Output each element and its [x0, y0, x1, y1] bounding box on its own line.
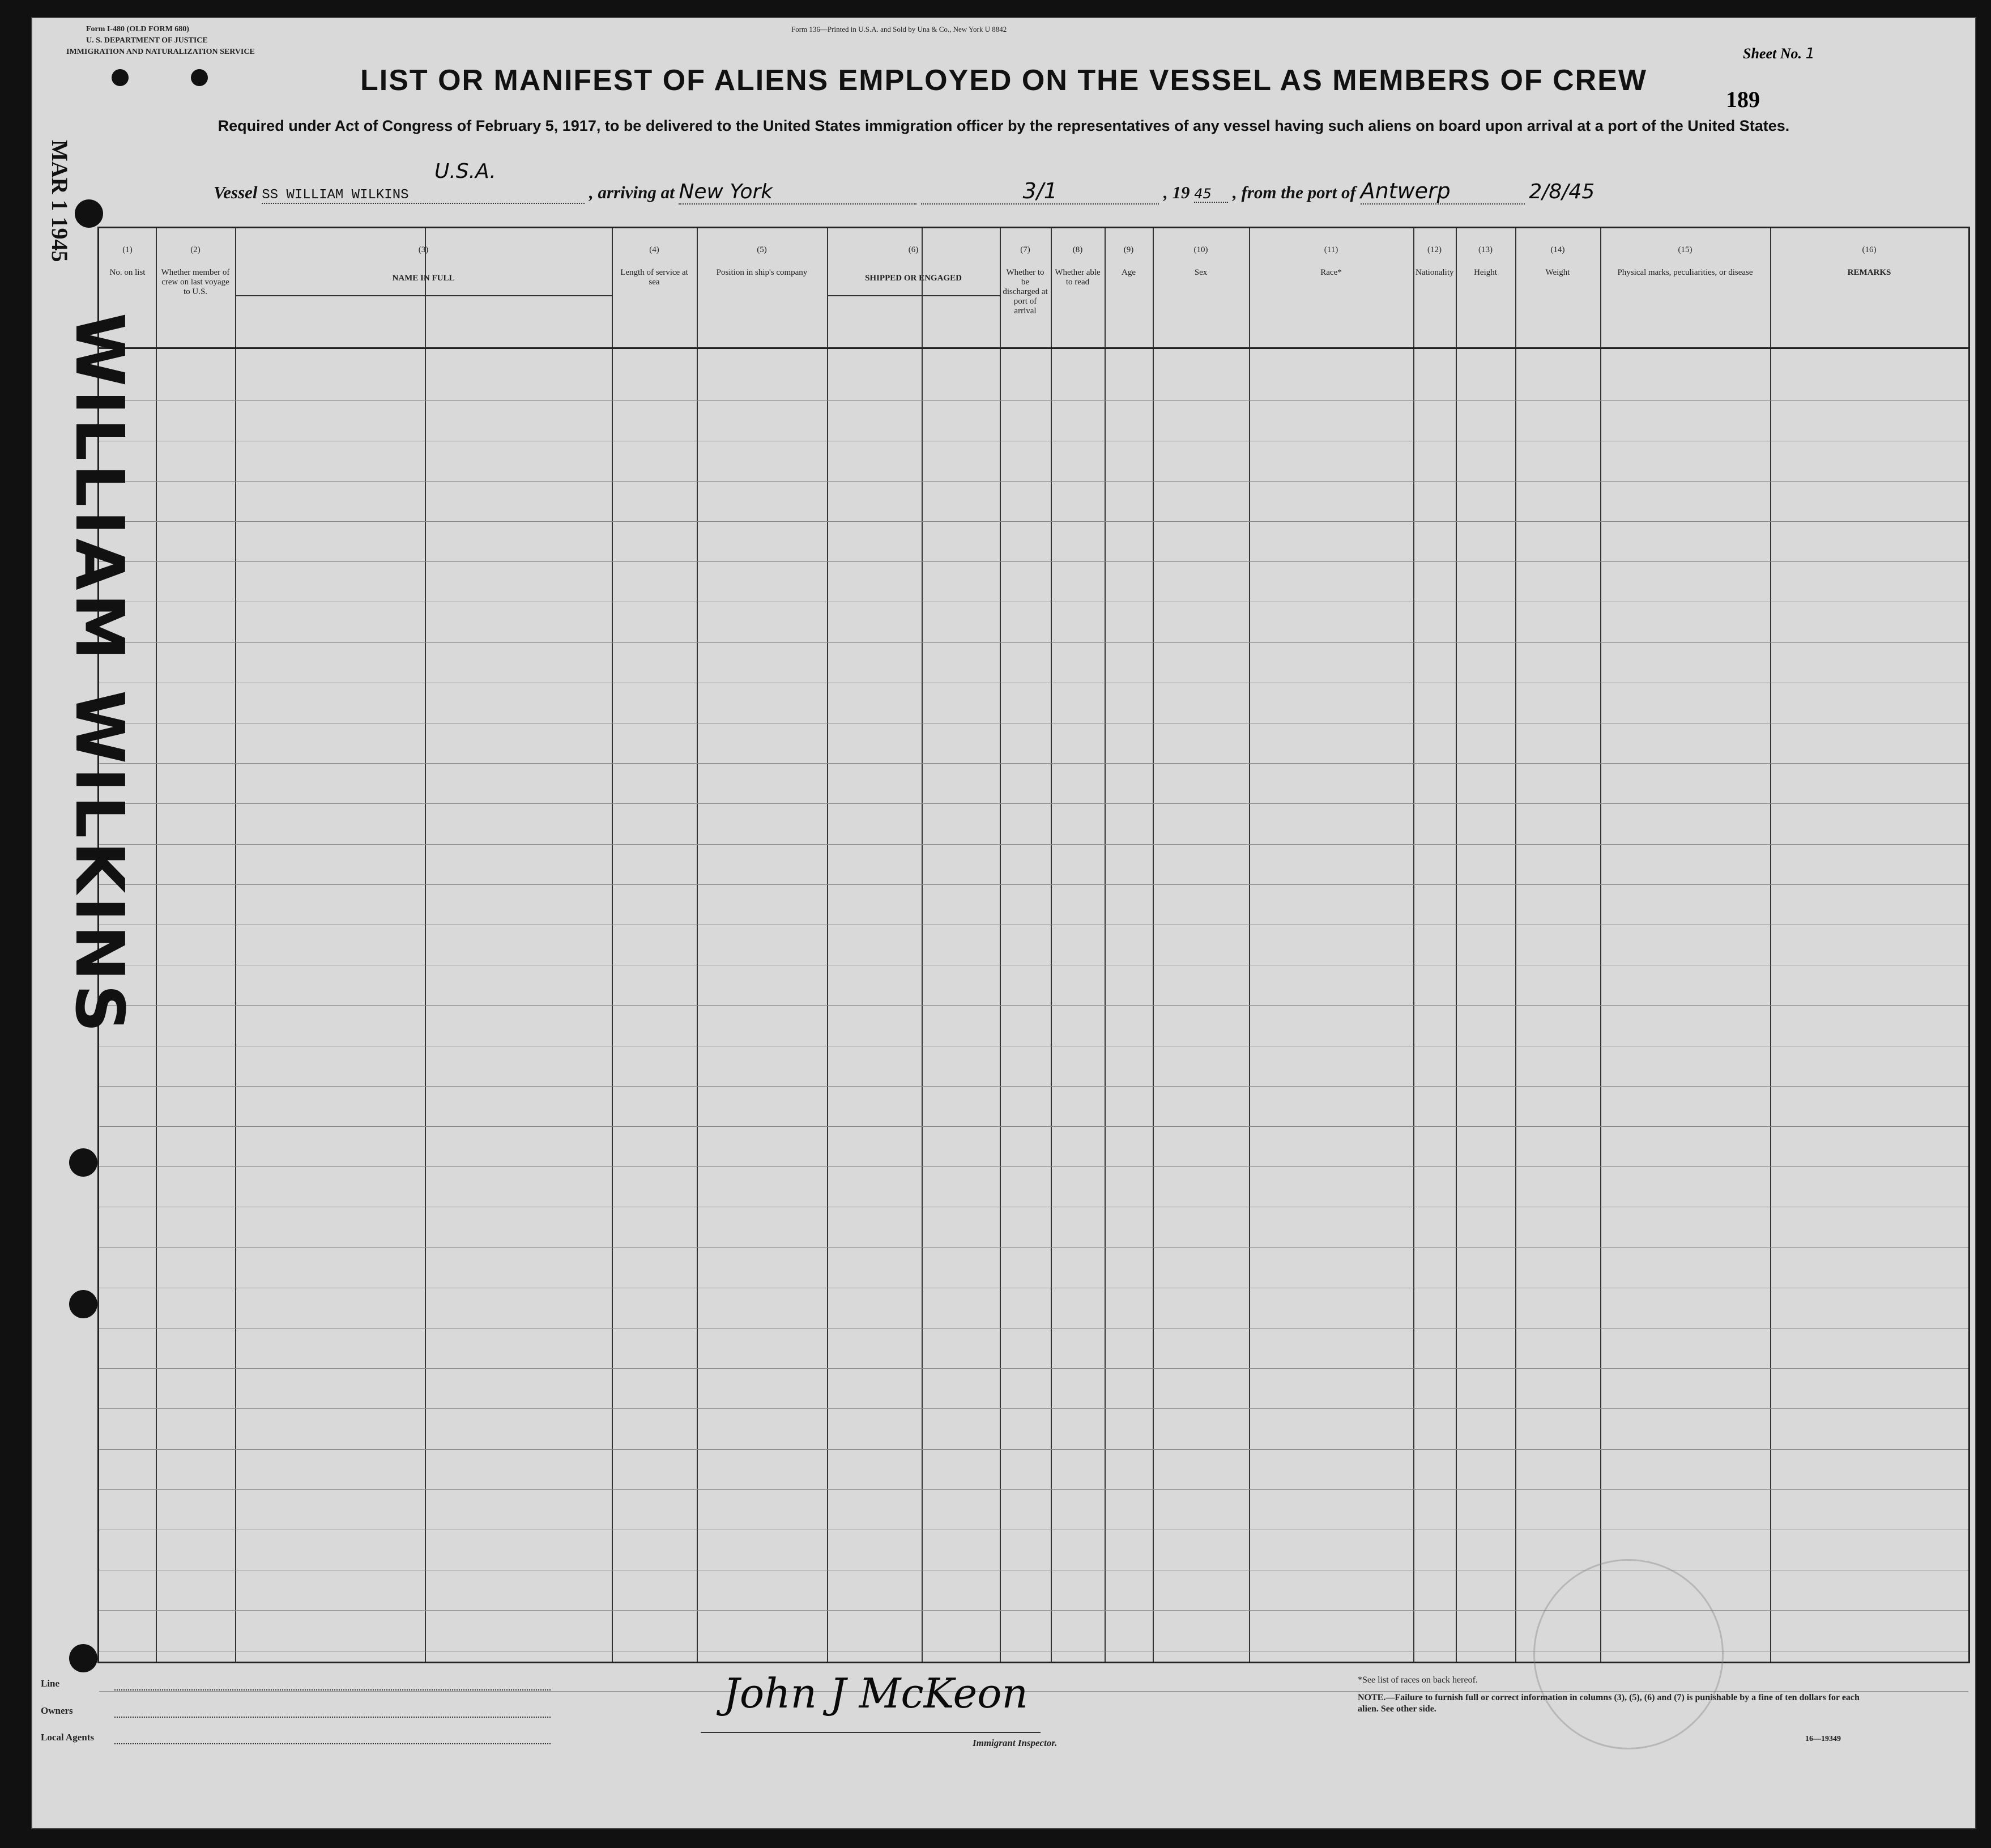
when-where-divider	[827, 295, 1000, 296]
line-underline	[114, 1689, 551, 1691]
row-rule	[99, 1247, 1968, 1248]
column-number: (9)	[1123, 245, 1134, 254]
column-divider	[1600, 228, 1601, 1662]
column-divider	[235, 228, 236, 1662]
ink-blot	[191, 69, 208, 86]
column-number: (15)	[1678, 245, 1692, 254]
row-rule	[99, 642, 1968, 643]
column-divider	[612, 228, 613, 1662]
column-number: (10)	[1193, 245, 1208, 254]
column-header: Whether member of crew on last voyage to U.S.	[161, 268, 230, 296]
official-seal	[1533, 1559, 1724, 1749]
column-number: (2)	[190, 245, 201, 254]
row-rule	[99, 1368, 1968, 1369]
column-header: NAME IN FULL	[392, 274, 455, 283]
column-divider	[1413, 228, 1414, 1662]
row-rule	[99, 1166, 1968, 1167]
column-divider	[1105, 228, 1106, 1662]
row-rule	[99, 1449, 1968, 1450]
department: U. S. DEPARTMENT OF JUSTICE	[86, 36, 208, 45]
column-header: SHIPPED OR ENGAGED	[865, 274, 962, 283]
column-number: (7)	[1020, 245, 1030, 254]
owners-underline	[114, 1717, 551, 1718]
column-header: Whether able to read	[1055, 268, 1101, 287]
row-rule	[99, 481, 1968, 482]
row-rule	[99, 521, 1968, 522]
column-divider	[1000, 228, 1001, 1662]
column-header: Age	[1122, 268, 1136, 277]
column-divider	[827, 228, 828, 1662]
sheet-label: Sheet No. 1	[1743, 45, 1815, 62]
column-header: Position in ship's company	[716, 268, 808, 277]
row-rule	[99, 844, 1968, 845]
inspector-signature: John J McKeon	[723, 1670, 1028, 1717]
departure-port: Antwerp	[1361, 178, 1525, 205]
column-number: (16)	[1862, 245, 1877, 254]
column-header: Whether to be discharged at port of arrival	[1003, 268, 1048, 316]
column-header: Nationality	[1416, 268, 1454, 277]
crew-table	[97, 227, 1970, 1663]
column-header: Length of service at sea	[620, 268, 688, 287]
agents-label: Local Agents	[41, 1732, 94, 1743]
row-rule	[99, 400, 1968, 401]
row-rule	[99, 1489, 1968, 1490]
punch-hole	[69, 1148, 97, 1177]
column-number: (12)	[1427, 245, 1442, 254]
vessel-line: Vessel SS WILLIAM WILKINS , arriving at New York 3/1 , 19 45 , from the port of Antwerp 2/8/45	[214, 178, 1595, 203]
departure-date: 2/8/45	[1529, 180, 1595, 203]
service-name: IMMIGRATION AND NATURALIZATION SERVICE	[66, 48, 255, 56]
arriving-port: New York	[679, 180, 916, 205]
column-divider	[1515, 228, 1516, 1662]
column-number: (4)	[649, 245, 659, 254]
column-number: (6)	[908, 245, 919, 254]
column-divider	[1770, 228, 1771, 1662]
page-title: LIST OR MANIFEST OF ALIENS EMPLOYED ON THE VESSEL AS MEMBERS OF CREW	[360, 64, 1647, 97]
family-given-divider	[235, 295, 612, 296]
column-header: Height	[1474, 268, 1497, 277]
column-number: (3)	[418, 245, 429, 254]
agents-underline	[114, 1743, 551, 1744]
column-number: (1)	[122, 245, 133, 254]
column-header: Race*	[1320, 268, 1342, 277]
row-rule	[99, 1086, 1968, 1087]
form-code: 16—19349	[1805, 1735, 1841, 1743]
column-divider	[922, 228, 923, 1662]
row-rule	[99, 561, 1968, 562]
page-number: 189	[1726, 87, 1760, 112]
column-header: Weight	[1545, 268, 1570, 277]
form-id: Form I-480 (OLD FORM 680)	[86, 25, 189, 33]
column-number: (13)	[1478, 245, 1493, 254]
column-number: (5)	[757, 245, 767, 254]
column-divider	[1153, 228, 1154, 1662]
column-header: No. on list	[109, 268, 146, 277]
arrival-date: 3/1	[921, 178, 1159, 205]
row-rule	[99, 884, 1968, 885]
column-divider	[425, 228, 426, 1662]
column-number: (11)	[1324, 245, 1338, 254]
column-header: Sex	[1194, 268, 1208, 277]
ink-blot	[112, 69, 129, 86]
vessel-name: SS WILLIAM WILKINS	[262, 188, 585, 204]
sheet-number: 1	[1805, 45, 1815, 62]
column-header: REMARKS	[1847, 268, 1891, 277]
penalty-note: NOTE.—Failure to furnish full or correct information in columns (3), (5), (6) and (7) is punishable by a fine of ten dollars for each alien. See other side.	[1358, 1693, 1860, 1714]
row-rule	[99, 763, 1968, 764]
column-divider	[1051, 228, 1052, 1662]
received-stamp: MAR 1 1945	[47, 140, 73, 262]
signature-line	[701, 1732, 1041, 1733]
column-header: Physical marks, peculiarities, or disease	[1617, 268, 1753, 277]
header-divider	[99, 347, 1968, 349]
page-subtitle: Required under Act of Congress of February 5, 1917, to be delivered to the United States immigration officer by the representatives of any vessel having such aliens on board upon arrival at a port of the United States.	[218, 117, 1790, 134]
punch-hole	[75, 199, 103, 228]
column-number: (8)	[1072, 245, 1083, 254]
printer-line: Form 136—Printed in U.S.A. and Sold by Una & Co., New York U 8842	[791, 25, 1007, 33]
row-rule	[99, 1005, 1968, 1006]
column-number: (14)	[1550, 245, 1565, 254]
column-divider	[156, 228, 157, 1662]
inspector-label: Immigrant Inspector.	[973, 1738, 1058, 1748]
row-rule	[99, 803, 1968, 804]
race-note: *See list of races on back hereof.	[1358, 1675, 1478, 1685]
vessel-flag: U.S.A.	[434, 160, 496, 183]
column-divider	[697, 228, 698, 1662]
row-rule	[99, 1126, 1968, 1127]
column-divider	[1249, 228, 1250, 1662]
owners-label: Owners	[41, 1705, 73, 1716]
ship-name-handwritten: WILLIAM WILKINS	[61, 313, 139, 1036]
manifest-sheet	[31, 17, 1976, 1829]
arrival-year: 45	[1194, 186, 1228, 203]
line-label: Line	[41, 1678, 60, 1689]
column-divider	[1456, 228, 1457, 1662]
punch-hole	[69, 1644, 97, 1672]
row-rule	[99, 1408, 1968, 1409]
punch-hole	[69, 1290, 97, 1318]
